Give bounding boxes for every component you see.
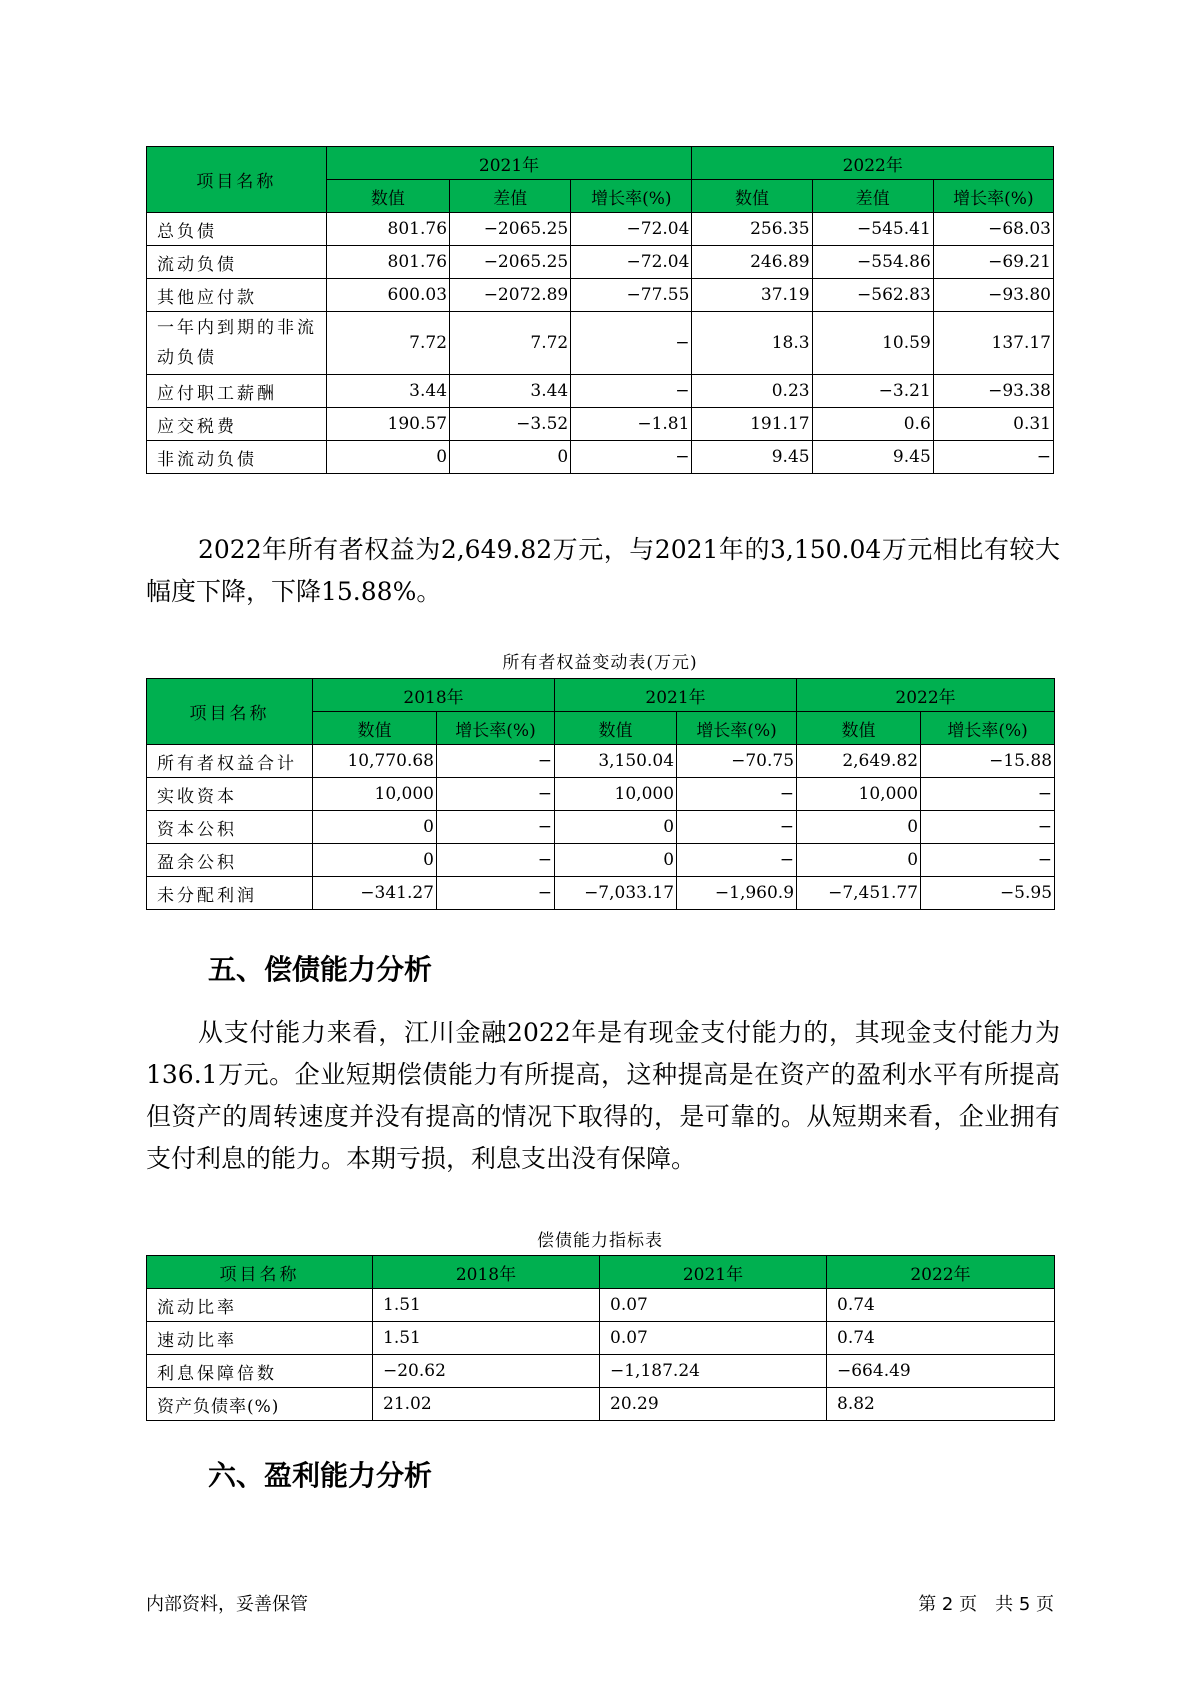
row-label: 一年内到期的非流动负债 [147,312,327,375]
table-row [147,1355,1055,1388]
cell: 0 [555,844,677,877]
subheader-growth: 增长率(%) [677,712,797,745]
cell: 0 [450,441,571,474]
table-row [147,1322,1055,1355]
cell: 191.17 [692,408,812,441]
cell: 600.03 [326,279,449,312]
section-heading-profitability: 六、盈利能力分析 [208,1459,433,1492]
solvency-table-caption: 偿债能力指标表 [537,1231,663,1251]
cell: −341.27 [313,877,437,910]
row-label: 其他应付款 [147,279,327,312]
cell: 0.23 [692,375,812,408]
cell: − [921,844,1055,877]
table-row [147,877,1055,910]
cell: 8.82 [827,1388,1055,1421]
cell: −77.55 [571,279,692,312]
header-item-name: 项目名称 [147,1256,373,1289]
cell: 137.17 [933,312,1053,375]
cell: − [437,811,555,844]
subheader-growth: 增长率(%) [571,180,692,213]
cell: −664.49 [827,1355,1055,1388]
table-row [147,375,1054,408]
footer-confidential-note: 内部资料，妥善保管 [146,1594,308,1615]
cell: −93.38 [933,375,1053,408]
cell: 256.35 [692,213,812,246]
cell: − [571,441,692,474]
cell: −72.04 [571,213,692,246]
cell: − [921,811,1055,844]
solvency-indicator-table [146,1255,1055,1421]
cell: −554.86 [812,246,933,279]
equity-summary-paragraph: 2022年所有者权益为2,649.82万元，与2021年的3,150.04万元相比有较大幅度下降，下降15.88%。 [146,535,1060,606]
subheader-value: 数值 [555,712,677,745]
row-label: 所有者权益合计 [147,745,313,778]
cell: − [437,745,555,778]
row-label: 实收资本 [147,778,313,811]
header-item-name: 项目名称 [147,679,313,745]
table-header-row [147,679,1055,712]
table-header-row [147,147,1054,180]
cell: −72.04 [571,246,692,279]
table-row [147,408,1054,441]
section-heading-solvency: 五、偿债能力分析 [208,953,433,986]
cell: − [437,844,555,877]
table-row [147,745,1055,778]
cell: 0.07 [600,1322,827,1355]
cell: 190.57 [326,408,449,441]
row-label: 流动负债 [147,246,327,279]
header-year-2021: 2021年 [555,679,797,712]
header-year-2021: 2021年 [326,147,692,180]
equity-change-table [146,678,1055,910]
cell: 9.45 [812,441,933,474]
header-year-2018: 2018年 [373,1256,600,1289]
row-label: 资产负债率(%) [147,1388,373,1421]
cell: 0 [797,844,921,877]
cell: 0 [797,811,921,844]
header-year-2021: 2021年 [600,1256,827,1289]
cell: 0.07 [600,1289,827,1322]
cell: 1.51 [373,1289,600,1322]
subheader-value: 数值 [313,712,437,745]
cell: −1,960.9 [677,877,797,910]
subheader-growth: 增长率(%) [933,180,1053,213]
cell: 0 [313,844,437,877]
cell: −1,187.24 [600,1355,827,1388]
table-row [147,279,1054,312]
row-label: 利息保障倍数 [147,1355,373,1388]
table-row [147,441,1054,474]
cell: −15.88 [921,745,1055,778]
row-label: 资本公积 [147,811,313,844]
cell: −2072.89 [450,279,571,312]
cell: 21.02 [373,1388,600,1421]
cell: 801.76 [326,213,449,246]
table-row [147,811,1055,844]
cell: −1.81 [571,408,692,441]
cell: 37.19 [692,279,812,312]
subheader-growth: 增长率(%) [437,712,555,745]
cell: − [437,877,555,910]
subheader-value: 数值 [692,180,812,213]
cell: −3.52 [450,408,571,441]
cell: 3.44 [326,375,449,408]
cell: −2065.25 [450,246,571,279]
row-label: 总负债 [147,213,327,246]
cell: 18.3 [692,312,812,375]
cell: 1.51 [373,1322,600,1355]
cell: 2,649.82 [797,745,921,778]
cell: 7.72 [326,312,449,375]
cell: 0.6 [812,408,933,441]
row-label: 应交税费 [147,408,327,441]
row-label: 盈余公积 [147,844,313,877]
cell: 246.89 [692,246,812,279]
header-year-2022: 2022年 [827,1256,1055,1289]
solvency-analysis-paragraph: 从支付能力来看，江川金融2022年是有现金支付能力的，其现金支付能力为136.1万元。企业短期偿债能力有所提高，这种提高是在资产的盈利水平有所提高但资产的周转速度并没有提高的情况下取得的，是可靠的。从短期来看，企业拥有支付利息的能力。本期亏损，利息支出没有保障。 [146,1018,1060,1173]
cell: 0 [313,811,437,844]
table-row [147,1388,1055,1421]
table-row [147,312,1054,375]
header-year-2022: 2022年 [692,147,1054,180]
cell: −20.62 [373,1355,600,1388]
cell: − [571,312,692,375]
table-row [147,778,1055,811]
cell: − [677,811,797,844]
cell: − [677,844,797,877]
cell: 3.44 [450,375,571,408]
row-label: 未分配利润 [147,877,313,910]
cell: 0.31 [933,408,1053,441]
cell: −68.03 [933,213,1053,246]
subheader-diff: 差值 [812,180,933,213]
cell: 10.59 [812,312,933,375]
cell: 10,000 [797,778,921,811]
row-label: 应付职工薪酬 [147,375,327,408]
row-label: 流动比率 [147,1289,373,1322]
cell: 801.76 [326,246,449,279]
equity-table-caption: 所有者权益变动表(万元) [502,653,698,673]
table-row [147,213,1054,246]
cell: 20.29 [600,1388,827,1421]
row-label: 非流动负债 [147,441,327,474]
cell: 10,770.68 [313,745,437,778]
cell: −70.75 [677,745,797,778]
header-item-name: 项目名称 [147,147,327,213]
cell: −562.83 [812,279,933,312]
subheader-diff: 差值 [450,180,571,213]
cell: −3.21 [812,375,933,408]
cell: −7,033.17 [555,877,677,910]
cell: 9.45 [692,441,812,474]
cell: −5.95 [921,877,1055,910]
cell: − [921,778,1055,811]
cell: 0.74 [827,1322,1055,1355]
cell: − [677,778,797,811]
cell: −2065.25 [450,213,571,246]
cell: 10,000 [313,778,437,811]
cell: 0 [555,811,677,844]
cell: −69.21 [933,246,1053,279]
cell: −545.41 [812,213,933,246]
table-row [147,844,1055,877]
cell: 0.74 [827,1289,1055,1322]
subheader-value: 数值 [326,180,449,213]
cell: −93.80 [933,279,1053,312]
table-row [147,1289,1055,1322]
liabilities-table [146,146,1054,474]
table-row [147,246,1054,279]
cell: − [933,441,1053,474]
cell: 10,000 [555,778,677,811]
row-label: 速动比率 [147,1322,373,1355]
header-year-2018: 2018年 [313,679,555,712]
subheader-value: 数值 [797,712,921,745]
table-header-row [147,1256,1055,1289]
header-year-2022: 2022年 [797,679,1055,712]
cell: 0 [326,441,449,474]
footer-page-number: 第 2 页 共 5 页 [918,1594,1054,1615]
cell: − [571,375,692,408]
cell: 7.72 [450,312,571,375]
cell: −7,451.77 [797,877,921,910]
subheader-growth: 增长率(%) [921,712,1055,745]
cell: 3,150.04 [555,745,677,778]
cell: − [437,778,555,811]
